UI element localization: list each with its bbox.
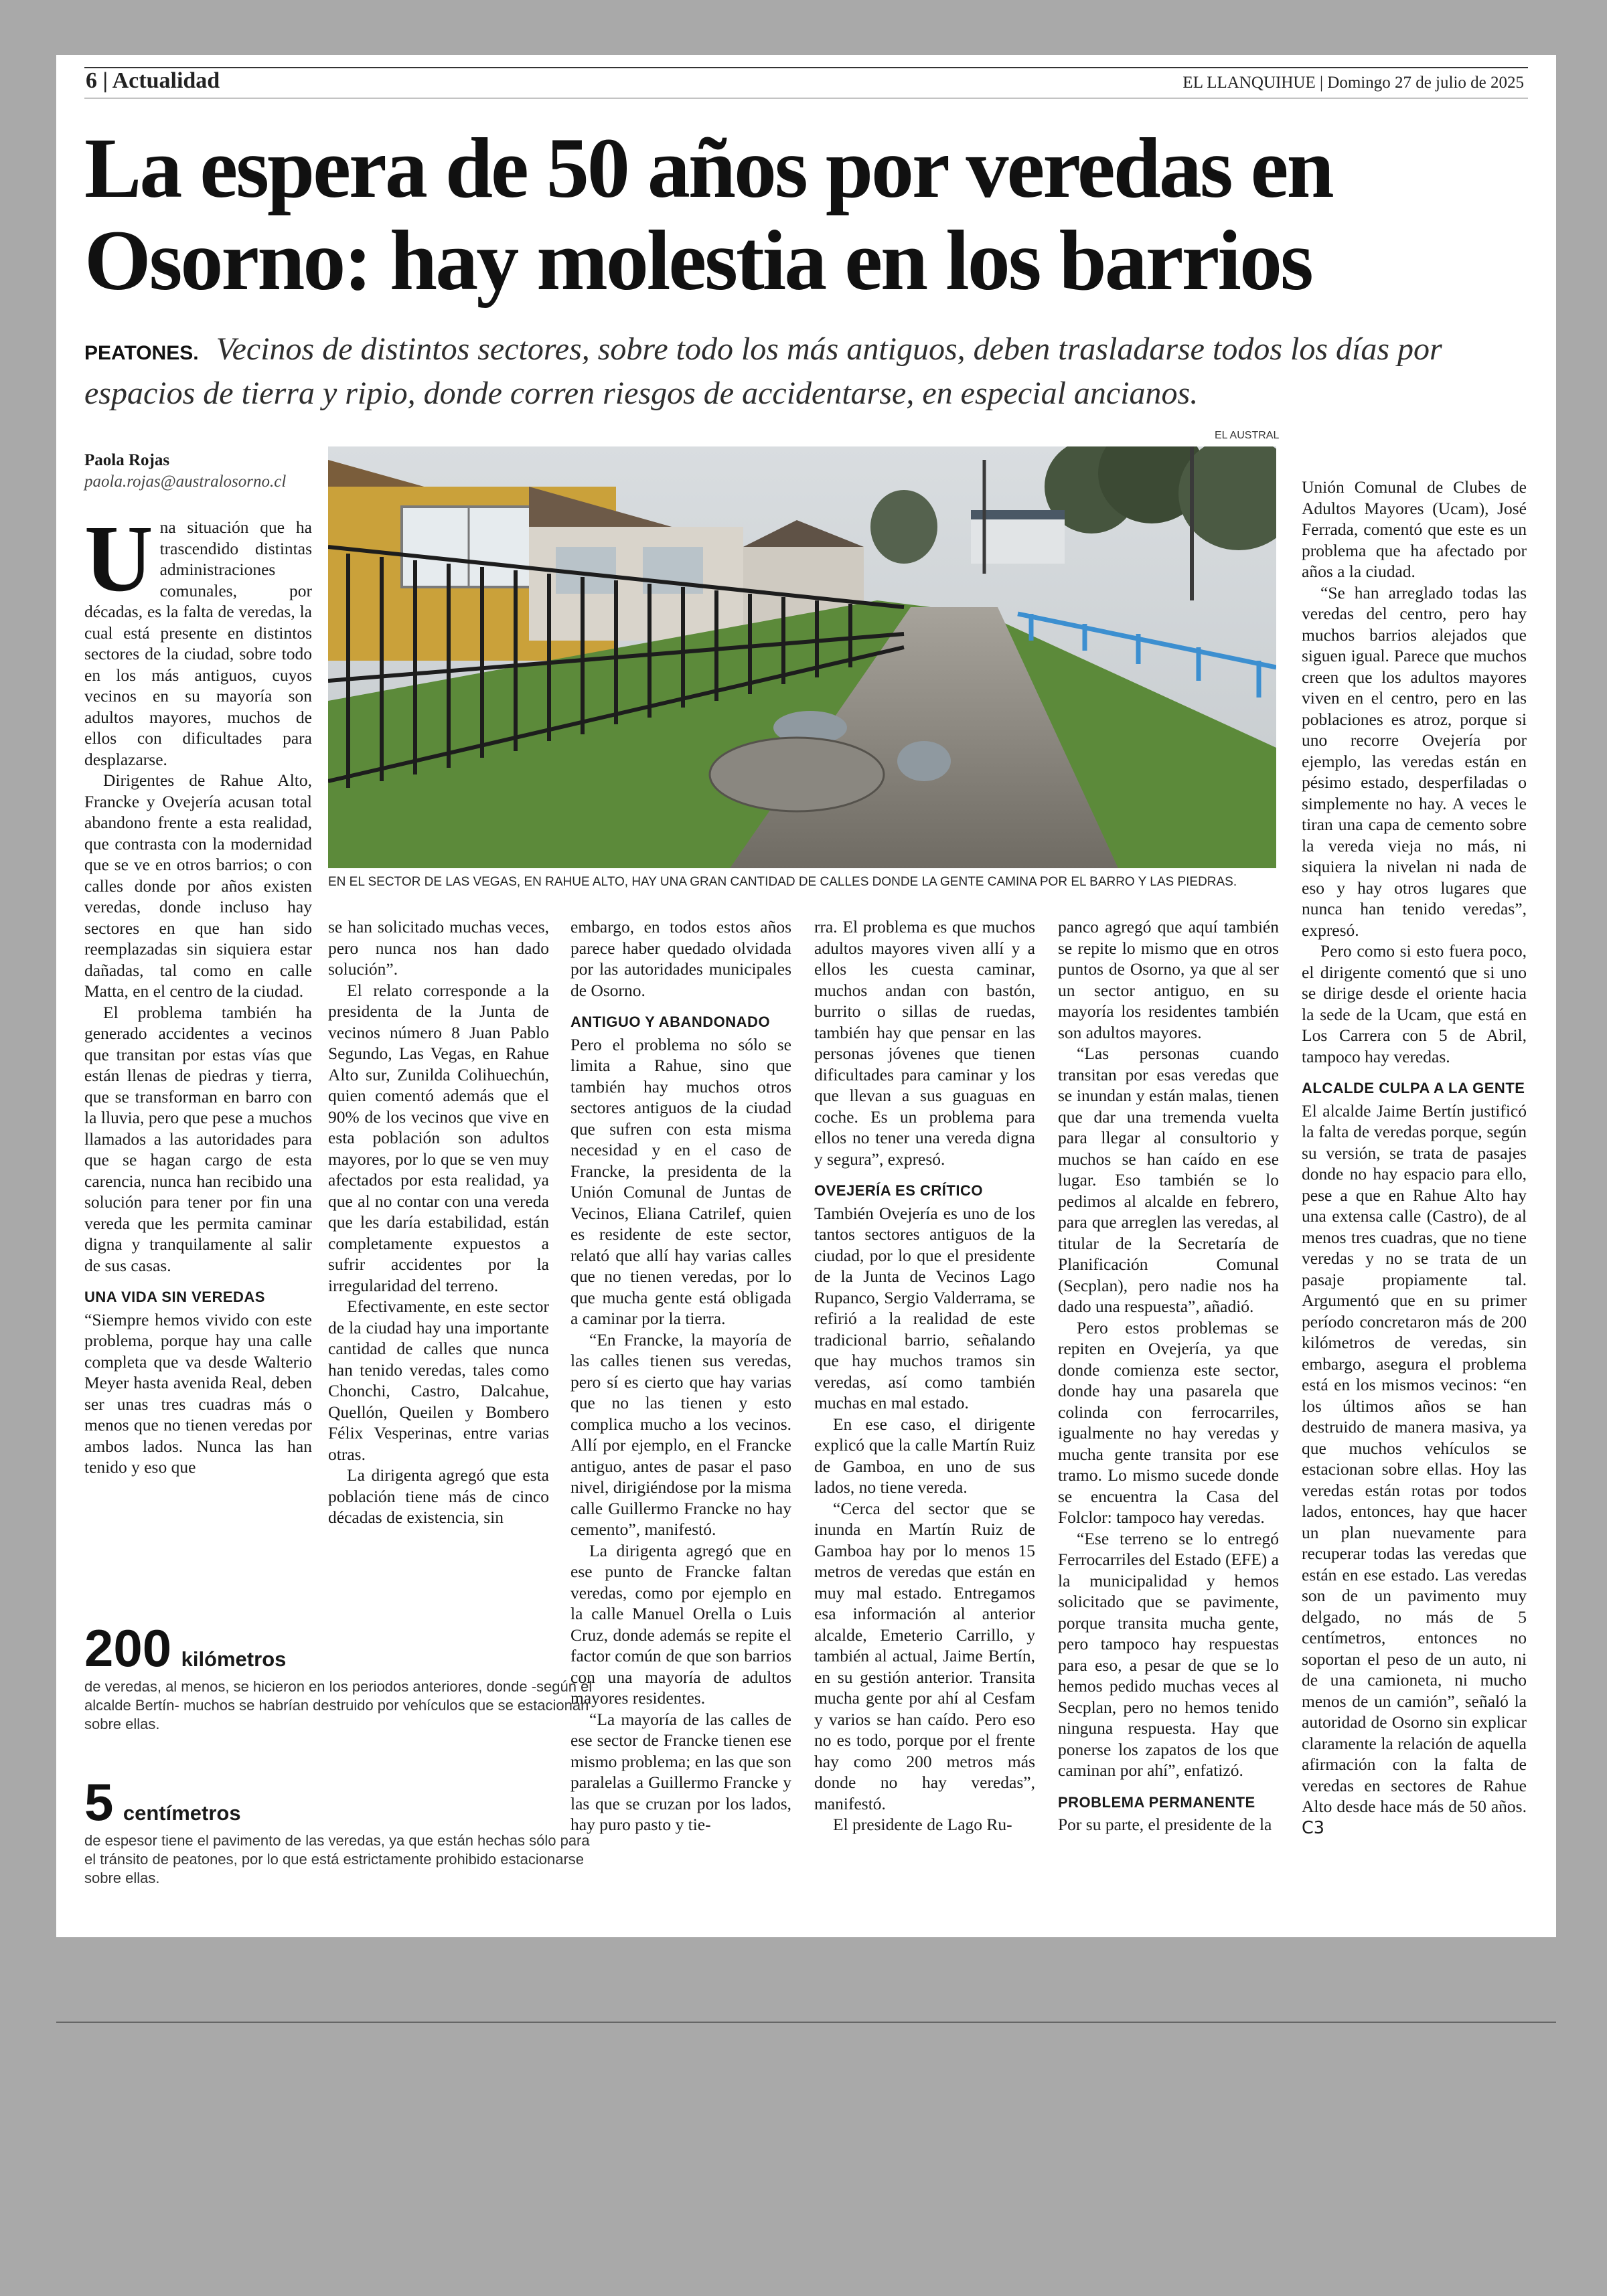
paragraph: La dirigenta agregó que esta población tiene más de cinco décadas de existencia, sin [328,1465,549,1527]
subheading: PROBLEMA PERMANENTE [1058,1793,1255,1811]
drop-cap: U [84,505,153,611]
paragraph: Pero como si esto fuera poco, el dirigente comentó que si uno se dirige desde el oriente hacia la sede de la Ucam, que está en Los Carrera con 5 de Abril, tampoco hay veredas. [1302,941,1527,1066]
stat-unit: kilómetros [181,1647,287,1671]
column-5 [1058,916,1279,1835]
paragraph: Pero el problema no sólo se limita a Rahue, sino que también hay muchos otros sectores antiguos de la ciudad que sufren con esta misma necesidad y en el caso de Francke, la presidenta de la Unión Comunal de Juntas de Vecinos, Eliana Catrilef, quien es residente de este sector, relató que allí hay varias calles que no tienen veredas, por lo que mucha gente está obligada a caminar por la tierra. [570,1034,791,1328]
paragraph: “La mayoría de las calles de ese sector de Francke tienen ese mismo problema; en las que son paralelas a Guillermo Francke y las que se cruzan por los lados, hay puro pasto y tie- [570,1709,791,1834]
bottom-rule [56,2022,1556,2023]
top-rule [84,67,1528,68]
paragraph: Por su parte, el presidente de la [1058,1815,1272,1834]
paragraph: “Las personas cuando transitan por esas veredas que se inundan y están malas, tienen que dar una tremenda vuelta para llegar al consultorio y muchos se han caído en ese lugar. Eso también se lo pedimos al alcalde en febrero, para que arreglen las veredas, al titular de la Secretaría de Planificación Comunal (Secplan), pero nadie nos ha dado una respuesta”, añadió. [1058,1044,1279,1316]
publication-date: Domingo 27 de julio de 2025 [1327,74,1524,92]
paragraph: “Cerca del sector que se inunda en Martín Ruiz de Gamboa hay por lo menos 15 metros de veredas que están en muy mal estado. Entregamos esa información al anterior alcalde, Emeterio Carrillo, y también al actual, Jaime Bertín, en su gestión anterior. Transita mucha gente por ahí al Cesfam y varios se han caído. Pero eso no es todo, porque por el frente hay como 200 metros más donde no hay veredas”, manifestó. [814,1498,1035,1813]
paragraph: En ese caso, el dirigente explicó que la calle Martín Ruiz de Gamboa, en uno de sus lados, no tiene vereda. [814,1414,1035,1497]
stat-box-centimeters [84,1775,593,1888]
stat-description: de veredas, al menos, se hicieron en los periodos anteriores, donde -según el alcalde Bertín- muchos se habrían destruido por vehículos que se estacionan sobre ellas. [84,1678,593,1732]
paragraph: Dirigentes de Rahue Alto, Francke y Ovejería acusan total abandono frente a esta realidad, que contrasta con la modernidad que se ve en otros barrios; o con calles donde por años existen veredas, donde incluso hay sectores en que han sido reemplazadas sin siquiera estar dañadas, tal como en calle Matta, en el centro de la ciudad. [84,770,312,1001]
stat-unit: centímetros [123,1801,241,1825]
byline [84,450,312,493]
paragraph: rra. El problema es que muchos adultos mayores viven allí y a ellos les cuesta caminar, muchos andan con bastón, burrito o sillas de ruedas, también hay que pensar en las personas jóvenes que tienen dificultades para caminar y los que llevan a sus guaguas en coche. Es un problema para ellos no tener una vereda digna y segura”, expresó. [814,917,1035,1169]
photo-caption: EN EL SECTOR DE LAS VEGAS, EN RAHUE ALTO, HAY UNA GRAN CANTIDAD DE CALLES DONDE LA GENTE CAMINA POR EL BARRO Y LAS PIEDRAS. [328,875,1237,889]
subheading: OVEJERÍA ES CRÍTICO [814,1182,983,1199]
section-name: Actualidad [112,68,220,93]
stat-box-kilometers [84,1621,593,1734]
paragraph: Unión Comunal de Clubes de Adultos Mayores (Ucam), José Ferrada, comentó que este es un problema que ha afectado por años a la ciudad. [1302,477,1527,581]
publication-dateline: EL LLANQUIHUE | Domingo 27 de julio de 2025 [1182,74,1524,92]
subheading: ANTIGUO Y ABANDONADO [570,1013,771,1030]
paragraph: El problema también ha generado accidentes a vecinos que transitan por estas vías que están llenas de piedras y tierra, que se transforman en barro con la lluvia, pero que pese a muchos llamados a las autoridades para que se hagan cargo de esta carencia, nunca han recibido una solución para tener por fin una vereda que les permita caminar digna y tranquilamente al salir de sus casas. [84,1002,312,1275]
paragraph: se han solicitado muchas veces, pero nunca nos han dado solución”. [328,917,549,979]
subheading: ALCALDE CULPA A LA GENTE [1302,1080,1525,1096]
paragraph: También Ovejería es uno de los tantos sectores antiguos de la ciudad, por lo que el presidente de la Junta de Vecinos Lago Rupanco, Sergio Valderrama, se refirió a la realidad de este tradicional barrio, señalando que hay muchos tramos sin veredas, así como también muchas en mal estado. [814,1203,1035,1412]
page-number: 6 [86,68,97,93]
deck-text: Vecinos de distintos sectores, sobre todo los más antiguos, deben trasladarse todos los días por espacios de tierra y ripio, donde corren riesgos de accidentarse, en especial ancianos. [84,331,1442,411]
deck-kicker: PEATONES. [84,342,199,364]
paragraph: La dirigenta agregó que en ese punto de Francke faltan veredas, como por ejemplo en la calle Manuel Orella o Luis Cruz, donde además se repite el factor común de que son barrios con una mayoría de adultos mayores residentes. [570,1540,791,1708]
subheading: UNA VIDA SIN VEREDAS [84,1289,265,1305]
paragraph: “En Francke, la mayoría de las calles tienen sus veredas, pero sí es cierto que hay varias que no las tienen y esto complica mucho a los vecinos. Allí por ejemplo, en el Francke antiguo, antes de pasar el paso nivel, dirigiéndose por la misma calle Guillermo Francke no hay cemento”, manifestó. [570,1329,791,1539]
byline-email: paola.rojas@australosorno.cl [84,473,287,491]
street-photo [328,446,1276,868]
paragraph: El relato corresponde a la presidenta de la Junta de vecinos número 8 Juan Pablo Segundo, Las Vegas, en Rahue Alto sur, Zunilda Colihuechún, quien comentó además que el 90% de los vecinos que vive en esta población son adultos mayores, por lo que se ven muy afectados por esta realidad, ya que al no contar con una vereda que les daría estabilidad, están completamente expuestos a sufrir accidentes por la irregularidad del terreno. [328,980,549,1295]
deck [84,329,1531,414]
paragraph: Pero estos problemas se repiten en Ovejería, ya que donde comienza este sector, donde hay una pasarela que colinda con ferrocarriles, igualmente no hay veredas y mucha gente transita por ese tramo. Lo mismo sucede donde se encuentra la Casa del Folclor: tampoco hay veredas. [1058,1317,1279,1527]
paragraph: “Ese terreno se lo entregó Ferrocarriles del Estado (EFE) a la municipalidad y hemos solicitado que se pavimente, porque transita mucha gente, pero tampoco hay respuestas para eso, a pesar de que se lo hemos pedido muchas veces al Secplan, pero no hemos tenido ninguna respuesta. Hay que ponerse los zapatos de los que caminan por ahí”, enfatizó. [1058,1528,1279,1780]
paragraph: na situación que ha trascendido distintas administraciones comunales, por décadas, es la falta de veredas, la cual está presente en distintos sectores de la ciudad, sobre todo en los más antiguos, cuyos vecinos en su mayoría son adultos mayores, muchos de ellos con dificultades para desplazarse. [84,517,312,769]
paragraph: El presidente de Lago Ru- [833,1815,1012,1834]
column-4 [814,916,1035,1835]
photo-credit: EL AUSTRAL [1215,430,1280,441]
paragraph [1302,1100,1527,1839]
stat-description: de espesor tiene el pavimento de las veredas, ya que están hechas sólo para el tránsito de peatones, por lo que está estrictamente prohibido estacionarse sobre ellas. [84,1832,590,1886]
stat-number: 200 [84,1619,172,1677]
stat-number: 5 [84,1773,114,1831]
paragraph: “Se han arreglado todas las veredas del centro, pero hay muchos barrios alejados que siguen igual. Parece que muchos creen que los adultos mayores viven en el centro, pero en las poblaciones es atroz, porque si uno recorre Ovejería por ejemplo, las veredas están en pésimo estado, desperfiladas o simplemente no hay. A veces le tiran una capa de cemento sobre la vereda vieja no más, ni siquiera la nivelan ni nada de eso y hay otros lugares que nunca han tenido veredas”, expresó. [1302,582,1527,940]
paragraph: “Siempre hemos vivido con este problema, porque hay una calle completa que va desde Walterio Meyer hasta avenida Real, deben ser unas tres cuadras más o menos que no tienen veredas por ambos lados. Nunca las han tenido y eso que [84,1309,312,1477]
paragraph: panco agregó que aquí también se repite lo mismo que en otros puntos de Osorno, ya que al ser un sector antiguo, en su mayoría los residentes también son adultos mayores. [1058,917,1279,1042]
end-mark: C3 [1302,1817,1325,1838]
column-6 [1302,477,1527,1839]
byline-author: Paola Rojas [84,451,170,469]
headline: La espera de 50 años por veredas en Osorno: hay molestia en los barrios [84,120,1332,308]
paragraph-text: El alcalde Jaime Bertín justificó la falta de veredas porque, según su versión, se trata de pasajes donde no hay espacio para ello, pese a que en Rahue Alto hay una extensa calle (Castro), de al menos tres cuadras, que no tiene veredas y no se trata de un pasaje propiamente tal. Argumentó que en su primer período concretaron más de 200 kilómetros de veredas, sin embargo, asegura el problema está en los mismos vecinos: “en los últimos años se han destruido de manera masiva, ya que muchos vehículos se estacionan sobre ellas. Hoy las veredas están rotas por todos lados, entonces, hay que hacer un plan nuevamente para recuperar todas las veredas que están en ese estado. Las veredas son de un pavimento muy delgado, no más de 5 centímetros, entonces no soportan el peso de un auto, ni de una camioneta, ni mucho menos de un camión”, señaló la autoridad de Osorno sin explicar claramente la relación de aquella afirmación con la falta de veredas en sectores de Rahue Alto desde hace más de 50 años. [1302,1100,1527,1816]
paragraph: Efectivamente, en este sector de la ciudad hay una importante cantidad de calles que nunca han tenido veredas, tales como Chonchi, Castro, Dalcahue, Quellón, Queilen y Bombero Félix Vesperinas, entre varias otras. [328,1297,549,1464]
column-1 [84,505,312,1478]
page-section-label: 6 | Actualidad [86,68,220,93]
newspaper-page [56,55,1556,1937]
column-2 [328,916,549,1528]
paragraph: embargo, en todos estos años parece haber quedado olvidada por las autoridades municipales de Osorno. [570,917,791,1000]
publication-name: EL LLANQUIHUE [1182,74,1316,92]
column-3 [570,916,791,1835]
